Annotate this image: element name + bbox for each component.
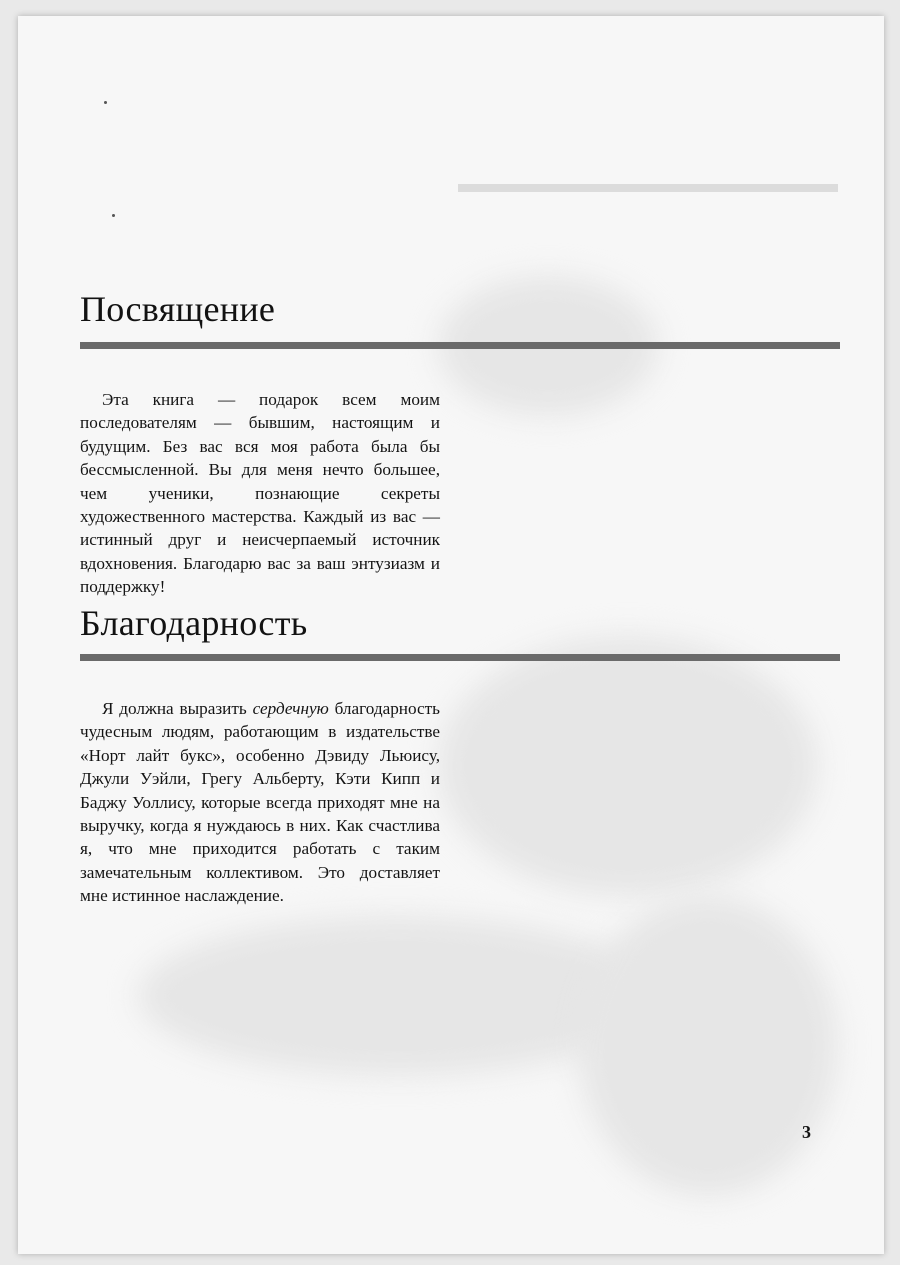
background-show-through <box>458 184 838 192</box>
page-number: 3 <box>802 1122 811 1142</box>
acknowledgments-emphasis: сердечную <box>252 699 329 718</box>
acknowledgments-text-end: благодарность чудесным людям, работающим в издательстве «Норт лайт букс», особенно Дэвиду Льюису, Джули Уэйли, Грегу Альберту, Кэти Кипп и Баджу Уоллису, которые всегда приходят мне на выручку, когда я нуждаюсь в них. Как счастлива я, что мне приходится работать с таким замечательным коллективом. Это доставляет мне истинное наслаждение. <box>80 699 440 906</box>
acknowledgments-text <box>80 697 440 908</box>
dedication-title: Посвящение <box>80 289 276 329</box>
dust-speck <box>112 214 115 217</box>
acknowledgments-text-start: Я должна выразить <box>102 699 253 718</box>
dust-speck <box>104 101 107 104</box>
dedication-rule <box>80 342 840 349</box>
background-shade <box>438 636 818 896</box>
acknowledgments-rule <box>80 654 840 661</box>
background-shade <box>578 896 838 1196</box>
page <box>18 16 884 1254</box>
dedication-text: Эта книга — подарок всем моим последователям — бывшим, настоящим и будущим. Без вас вся моя работа была бы бессмысленной. Вы для меня нечто большее, чем ученики, познающие секреты художественного мастерства. Каждый из вас — истинный друг и неисчерпаемый источник вдохновения. Благодарю вас за ваш энтузиазм и поддержку! <box>80 390 440 597</box>
acknowledgments-title: Благодарность <box>80 603 308 643</box>
